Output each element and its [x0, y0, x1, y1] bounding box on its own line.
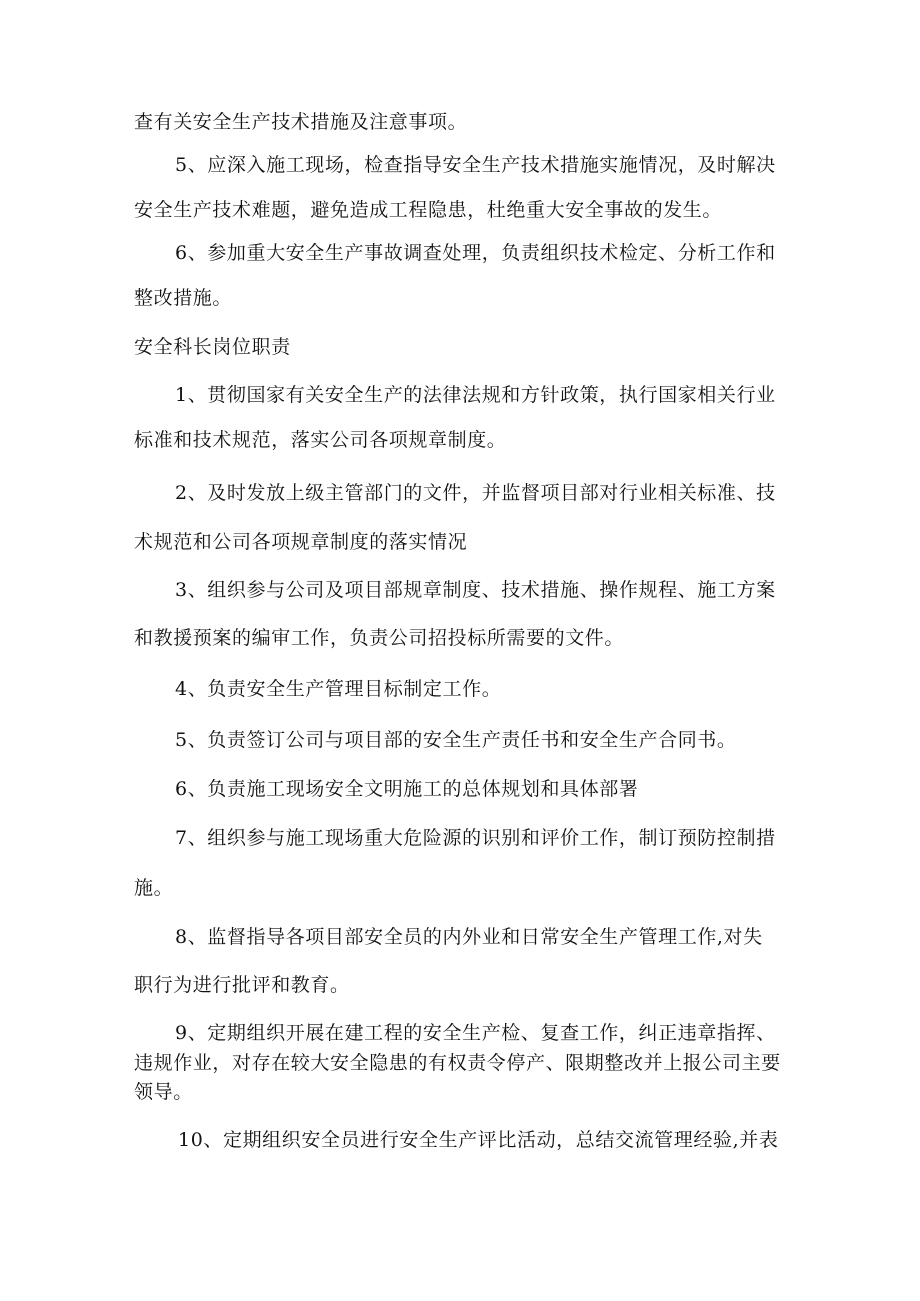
paragraph-line: 5、负责签订公司与项目部的安全生产责任书和安全生产合同书。 [175, 729, 737, 751]
paragraph-line: 3、组织参与公司及项目部规章制度、技术措施、操作规程、施工方案 [175, 579, 776, 601]
paragraph-line: 安全生产技术难题，避免造成工程隐患，杜绝重大安全事故的发生。 [134, 199, 723, 221]
paragraph-line: 标准和技术规范，落实公司各项规章制度。 [134, 429, 507, 451]
paragraph-line: 和教援预案的编审工作，负责公司招投标所需要的文件。 [134, 627, 625, 649]
paragraph-line: 9、定期组织开展在建工程的安全生产检、复查工作，纠正违章指挥、 [175, 1022, 776, 1044]
paragraph-line: 查有关安全生产技术措施及注意事项。 [134, 111, 468, 133]
paragraph-line: 施。 [134, 877, 174, 899]
paragraph-line: 8、监督指导各项目部安全员的内外业和日常安全生产管理工作,对失 [175, 926, 763, 948]
paragraph-line: 违规作业，对存在较大安全隐患的有权责令停产、限期整改并上报公司主要 [134, 1052, 781, 1074]
paragraph-line: 术规范和公司各项规章制度的落实情况 [134, 531, 468, 553]
paragraph-line: 7、组织参与施工现场重大危险源的识别和评价工作，制订预防控制措 [175, 827, 776, 849]
paragraph-line: 6、负责施工现场安全文明施工的总体规划和具体部署 [175, 778, 639, 800]
paragraph-line: 5、应深入施工现场，检查指导安全生产技术措施实施情况，及时解决 [175, 154, 776, 176]
paragraph-line: 10、定期组织安全员进行安全生产评比活动，总结交流管理经验,并表 [178, 1129, 779, 1151]
paragraph-line: 职行为进行批评和教育。 [134, 974, 350, 996]
paragraph-line: 整改措施。 [134, 287, 233, 309]
paragraph-line: 领导。 [134, 1081, 193, 1103]
paragraph-line: 6、参加重大安全生产事故调查处理，负责组织技术检定、分析工作和 [175, 242, 776, 264]
paragraph-line: 2、及时发放上级主管部门的文件，并监督项目部对行业相关标准、技 [175, 482, 776, 504]
paragraph-line: 1、贯彻国家有关安全生产的法律法规和方针政策，执行国家相关行业 [175, 384, 776, 406]
paragraph-line: 4、负责安全生产管理目标制定工作。 [175, 678, 502, 700]
section-heading: 安全科长岗位职责 [134, 336, 291, 358]
